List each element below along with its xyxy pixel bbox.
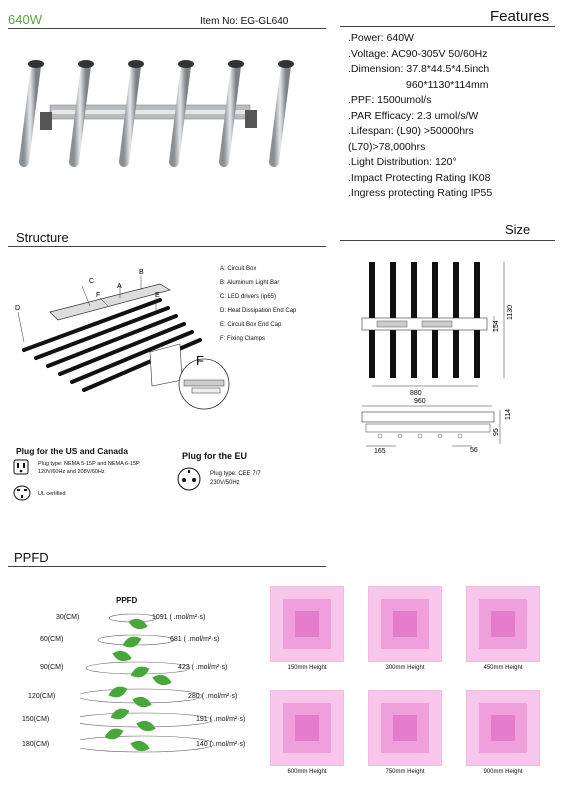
legend-item: C: LED drivers (ip65) <box>220 294 277 300</box>
light-bar <box>74 66 86 162</box>
ppfd-divider <box>8 566 326 567</box>
dim-56: 56 <box>470 447 478 454</box>
eu-plug-icon <box>176 466 202 492</box>
ppfd-height: 90(CM) <box>40 664 64 671</box>
light-bar <box>224 66 236 162</box>
ppfd-row <box>22 741 49 748</box>
ul-plug-icon <box>12 484 32 502</box>
plug-eu-title: Plug for the EU <box>182 451 247 461</box>
heatmap-card <box>270 690 344 775</box>
heatmap-inner-zone <box>393 611 417 637</box>
ppfd-height: 60(CM) <box>40 636 64 643</box>
heatmap-label: 450mm Height <box>483 665 523 671</box>
ppfd-title: PPFD <box>14 550 49 565</box>
structure-letter-b: B <box>139 269 144 276</box>
ppfd-height: 30(CM) <box>56 614 80 621</box>
spec-item: .Voltage: AC90-305V 50/60Hz <box>348 47 488 60</box>
leaf-icon <box>111 649 133 664</box>
ppfd-rings-diagram <box>80 606 230 756</box>
ppfd-value: 191 ( .mol/m²·s) <box>196 716 246 723</box>
ppfd-row <box>22 716 49 723</box>
spec-item: 960*1130*114mm <box>406 78 489 91</box>
spec-item: .Power: 640W <box>348 32 414 44</box>
leaf-icon <box>121 634 143 650</box>
ppfd-height: 180(CM) <box>22 741 50 748</box>
dim-880: 880 <box>410 390 422 397</box>
plug-us-title: Plug for the US and Canada <box>16 446 128 456</box>
plug-us-info <box>38 460 140 476</box>
ppfd-row <box>40 664 63 671</box>
leaf-icon <box>107 684 129 700</box>
spec-item: .Impact Protecting Rating IK08 <box>348 171 491 184</box>
ppfd-value: 140 ( .mol/m²·s) <box>196 741 246 748</box>
leaf-icon <box>131 695 153 710</box>
plug-us-line: 120V/60Hz and 208V/60Hz <box>38 469 105 475</box>
bar-end-cap <box>128 60 144 68</box>
bar-end-cap <box>228 60 244 68</box>
legend-item: F: Fixing Clamps <box>220 336 266 342</box>
heatmap <box>368 690 442 766</box>
light-bar <box>24 66 36 162</box>
dim-95: 95 <box>493 428 500 436</box>
heatmap <box>466 586 540 662</box>
heatmap-card <box>466 586 540 671</box>
structure-title: Structure <box>16 230 69 245</box>
ppfd-diagram-title: PPFD <box>116 596 138 605</box>
legend-item: D: Heat Dissipation End Cap <box>220 308 297 314</box>
ppfd-height: 120(CM) <box>28 693 56 700</box>
item-number: Item No: EG-GL640 <box>200 16 289 27</box>
heatmap-inner-zone <box>295 611 319 637</box>
heatmap-inner-zone <box>491 611 515 637</box>
dim-154: 154 <box>493 320 500 332</box>
clamp-detail <box>172 352 237 412</box>
dim-114: 114 <box>505 408 512 420</box>
structure-letter-a: A <box>117 283 122 290</box>
structure-letter-d: D <box>15 305 21 312</box>
heatmap-label: 600mm Height <box>287 769 327 775</box>
light-bar <box>174 66 186 162</box>
leaf-icon <box>129 739 151 754</box>
structure-legend <box>220 262 296 346</box>
light-bar <box>274 66 286 162</box>
bar-end-cap <box>278 60 294 68</box>
structure-divider <box>8 246 326 247</box>
legend-item: A: Circuit Box <box>220 266 257 272</box>
header-divider <box>8 28 326 29</box>
heatmap-card <box>368 690 442 775</box>
spec-item: .PPF: 1500umol/s <box>348 94 432 106</box>
wattage-label: 640W <box>8 12 42 27</box>
plug-eu-info <box>210 470 261 488</box>
heatmap <box>270 690 344 766</box>
spec-item: .PAR Efficacy: 2.3 umol/s/W <box>348 109 479 122</box>
leaf-icon <box>127 617 149 632</box>
dim-165: 165 <box>374 448 386 455</box>
heatmap-inner-zone <box>295 715 319 741</box>
heatmap-label: 300mm Height <box>385 665 425 671</box>
spec-item: .Dimension: 37.8*44.5*4.5inch <box>348 63 490 75</box>
dim-1130: 1130 <box>507 304 514 320</box>
features-list <box>348 31 492 202</box>
ppfd-value: 681 ( .mol/m²·s) <box>170 636 220 643</box>
size-title: Size <box>505 222 531 237</box>
ppfd-value: 423 ( .mol/m²·s) <box>178 664 228 671</box>
bar-end-cap <box>178 60 194 68</box>
legend-item: E: Circuit Box End Cap <box>220 322 282 328</box>
plug-us-line: Plug type: NEMA 5-15P and NEMA 6-15P <box>38 461 140 467</box>
leaf-icon <box>129 664 151 680</box>
size-divider <box>340 240 555 241</box>
leaf-icon <box>151 673 173 688</box>
heatmap <box>368 586 442 662</box>
spec-item: .Ingress protecting Rating IP55 <box>348 187 493 199</box>
structure-letter-e: E <box>155 292 160 299</box>
structure-letter-c: C <box>89 278 95 285</box>
bar-end-cap <box>28 60 44 68</box>
structure-letter-f: F <box>96 292 101 299</box>
heatmap-card <box>270 586 344 671</box>
features-divider <box>340 26 555 27</box>
detail-letter-f: F <box>196 353 204 368</box>
features-title: Features <box>490 8 550 25</box>
bar-end-cap <box>78 60 94 68</box>
heatmap-label: 150mm Height <box>287 665 327 671</box>
spec-item: (L70)>78,000hrs <box>348 140 426 153</box>
leaf-icon <box>103 726 125 742</box>
ppfd-value: 280 ( .mol/m²·s) <box>188 693 238 700</box>
spec-item: .Lifespan: (L90) >50000hrs <box>348 125 474 137</box>
heatmap-inner-zone <box>393 715 417 741</box>
leaf-icon <box>135 719 157 734</box>
ul-certified: UL certified <box>38 491 66 497</box>
legend-item: B: Aluminum Light Bar <box>220 280 280 286</box>
heatmap <box>270 586 344 662</box>
product-image <box>10 50 300 170</box>
ppfd-height: 150(CM) <box>22 716 50 723</box>
us-plug-icon <box>12 458 30 476</box>
heatmap-label: 900mm Height <box>483 769 523 775</box>
light-bar <box>124 66 136 162</box>
ppfd-row <box>56 614 79 621</box>
heatmap-card <box>466 690 540 775</box>
plug-eu-line: 230V/50Hz <box>210 480 240 486</box>
spec-item: .Light Distribution: 120° <box>348 156 457 168</box>
size-drawing <box>352 250 522 460</box>
ppfd-row <box>40 636 63 643</box>
leaf-icon <box>109 706 131 722</box>
ppfd-row <box>28 693 55 700</box>
heatmap <box>466 690 540 766</box>
ppfd-value: 1091 ( .mol/m²·s) <box>152 614 206 621</box>
heatmap-card <box>368 586 442 671</box>
heatmap-inner-zone <box>491 715 515 741</box>
plug-eu-line: Plug type: CEE 7/7 <box>210 471 261 477</box>
dim-960: 960 <box>414 398 426 405</box>
heatmap-label: 750mm Height <box>385 769 425 775</box>
